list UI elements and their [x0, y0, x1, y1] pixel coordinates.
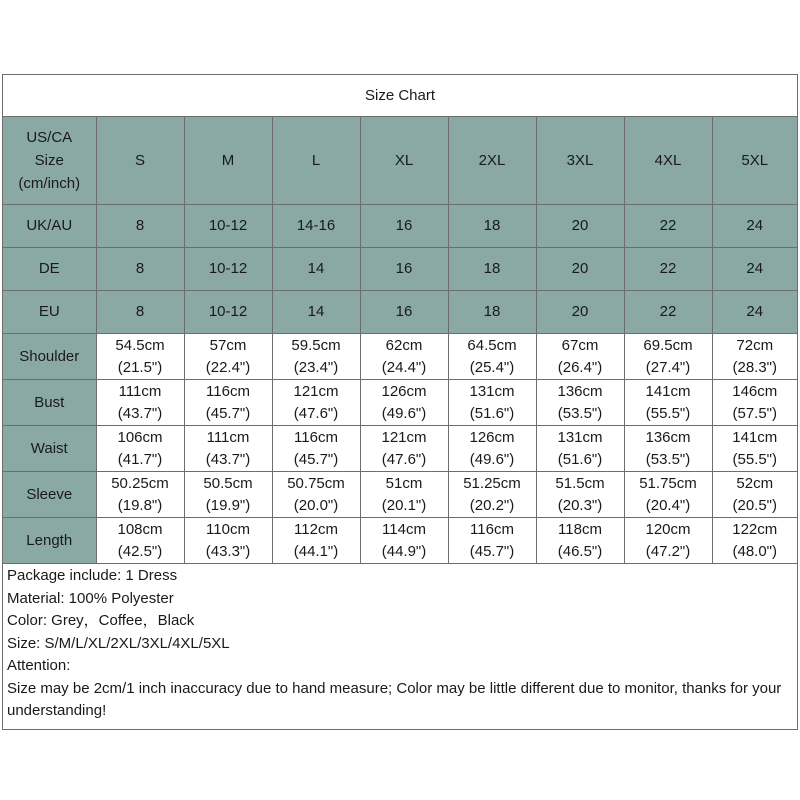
product-notes — [7, 565, 795, 723]
size-header-cell: S — [96, 117, 184, 205]
measure-row-sleeve — [3, 472, 797, 518]
region-value: 18 — [448, 291, 536, 334]
region-value: 10-12 — [184, 291, 272, 334]
measure-cell — [624, 472, 712, 518]
measure-cm: 116cm — [206, 382, 250, 400]
measure-inch: (51.6") — [469, 404, 515, 422]
measure-cell — [536, 426, 624, 472]
measure-cm: 54.5cm — [115, 336, 165, 354]
measure-cell — [360, 426, 448, 472]
measure-cm: 50.75cm — [287, 474, 345, 492]
measure-cm: 141cm — [645, 382, 691, 400]
measure-cell — [96, 426, 184, 472]
measure-cell — [624, 334, 712, 380]
note-disclaimer: Size may be 2cm/1 inch inaccuracy due to hand measure; Color may be little different due to monitor, thanks for your understanding! — [7, 679, 782, 719]
measure-inch: (20.4") — [645, 496, 691, 514]
region-value: 10-12 — [184, 205, 272, 248]
measure-cm: 52cm — [736, 474, 774, 492]
measure-inch: (49.6") — [469, 450, 515, 468]
measure-cm: 120cm — [645, 520, 691, 538]
region-value: 10-12 — [184, 248, 272, 291]
size-header-cell: L — [272, 117, 360, 205]
measure-inch: (43.7") — [205, 450, 251, 468]
measure-cell — [712, 518, 797, 564]
measure-cell — [448, 334, 536, 380]
measure-cm: 57cm — [209, 336, 247, 354]
region-value: 18 — [448, 248, 536, 291]
measure-cm: 111cm — [118, 382, 162, 400]
measure-inch: (20.2") — [469, 496, 515, 514]
measure-cell — [624, 380, 712, 426]
measure-cm: 106cm — [117, 428, 163, 446]
measure-cm: 118cm — [558, 520, 602, 538]
measure-inch: (20.3") — [557, 496, 603, 514]
measure-cell — [96, 518, 184, 564]
size-header-cell: 4XL — [624, 117, 712, 205]
size-header-label — [3, 117, 96, 205]
note-size: Size: S/M/L/XL/2XL/3XL/4XL/5XL — [7, 634, 230, 652]
measure-cell — [96, 380, 184, 426]
region-row-de — [3, 248, 797, 291]
measure-inch: (47.6") — [381, 450, 427, 468]
measure-row-bust — [3, 380, 797, 426]
measure-cm: 111cm — [206, 428, 250, 446]
measure-cell — [360, 334, 448, 380]
measure-cm: 114cm — [382, 520, 426, 538]
measure-row-length — [3, 518, 797, 564]
measure-cm: 50.5cm — [203, 474, 253, 492]
region-value: 22 — [624, 291, 712, 334]
measure-cell — [272, 518, 360, 564]
measure-inch: (57.5") — [732, 404, 777, 422]
region-value: 24 — [712, 248, 797, 291]
measure-cell — [448, 518, 536, 564]
measure-inch: (28.3") — [732, 358, 777, 376]
measure-cell — [184, 472, 272, 518]
region-label: DE — [3, 248, 96, 291]
measure-cell — [360, 380, 448, 426]
region-value: 20 — [536, 248, 624, 291]
measure-inch: (25.4") — [469, 358, 515, 376]
measure-label: Shoulder — [3, 334, 96, 380]
measure-cm: 110cm — [206, 520, 250, 538]
measure-inch: (26.4") — [557, 358, 603, 376]
size-header-cell: M — [184, 117, 272, 205]
measure-cell — [272, 472, 360, 518]
measure-inch: (20.5") — [732, 496, 777, 514]
measure-cell — [536, 472, 624, 518]
measure-inch: (53.5") — [645, 450, 691, 468]
measure-inch: (45.7") — [293, 450, 339, 468]
measure-cell — [360, 518, 448, 564]
measure-cell — [712, 472, 797, 518]
measure-cm: 51cm — [385, 474, 423, 492]
measure-cm: 121cm — [293, 382, 339, 400]
measure-label: Sleeve — [3, 472, 96, 518]
measure-inch: (45.7") — [205, 404, 251, 422]
measure-cell — [184, 380, 272, 426]
measure-cm: 121cm — [381, 428, 427, 446]
measure-inch: (46.5") — [557, 542, 603, 560]
measure-row-waist — [3, 426, 797, 472]
measure-cm: 126cm — [381, 382, 427, 400]
region-value: 16 — [360, 291, 448, 334]
measure-cm: 126cm — [469, 428, 515, 446]
measure-cell — [184, 518, 272, 564]
measure-label: Bust — [3, 380, 96, 426]
measure-cell — [712, 380, 797, 426]
measure-cm: 59.5cm — [291, 336, 341, 354]
region-row-uk-au — [3, 205, 797, 248]
measure-cm: 108cm — [117, 520, 163, 538]
region-value: 8 — [96, 291, 184, 334]
measure-inch: (20.0") — [293, 496, 339, 514]
region-value: 24 — [712, 291, 797, 334]
size-header-label-line: US/CA — [26, 129, 73, 146]
region-value: 14-16 — [272, 205, 360, 248]
measure-cm: 67cm — [561, 336, 599, 354]
measure-inch: (43.3") — [205, 542, 251, 560]
region-value: 8 — [96, 205, 184, 248]
measure-cell — [272, 380, 360, 426]
size-header-cell: 2XL — [448, 117, 536, 205]
measure-inch: (19.8") — [117, 496, 163, 514]
region-value: 22 — [624, 205, 712, 248]
measure-cm: 62cm — [385, 336, 423, 354]
measure-cm: 141cm — [732, 428, 778, 446]
measure-cell — [360, 472, 448, 518]
size-header-cell: XL — [360, 117, 448, 205]
region-label: UK/AU — [3, 205, 96, 248]
region-value: 8 — [96, 248, 184, 291]
measure-cm: 69.5cm — [643, 336, 693, 354]
size-chart-title: Size Chart — [3, 75, 797, 117]
measure-inch: (48.0") — [732, 542, 777, 560]
measure-cm: 131cm — [469, 382, 515, 400]
region-row-eu — [3, 291, 797, 334]
measure-inch: (47.6") — [293, 404, 339, 422]
measure-cm: 51.75cm — [639, 474, 697, 492]
measure-cell — [96, 472, 184, 518]
measure-cell — [624, 518, 712, 564]
measure-inch: (21.5") — [117, 358, 163, 376]
measure-inch: (41.7") — [117, 450, 163, 468]
measure-cell — [272, 334, 360, 380]
measure-cm: 51.25cm — [463, 474, 521, 492]
measure-cm: 136cm — [645, 428, 691, 446]
measure-inch: (19.9") — [205, 496, 251, 514]
measure-inch: (47.2") — [645, 542, 691, 560]
measure-cell — [624, 426, 712, 472]
measure-inch: (44.9") — [381, 542, 427, 560]
measure-cm: 64.5cm — [467, 336, 517, 354]
measure-cell — [96, 334, 184, 380]
note-package: Package include: 1 Dress — [7, 567, 178, 584]
measure-inch: (51.6") — [557, 450, 603, 468]
region-value: 24 — [712, 205, 797, 248]
size-table — [3, 117, 797, 564]
size-header-label-line: (cm/inch) — [18, 175, 81, 192]
measure-cell — [184, 426, 272, 472]
measure-cm: 116cm — [294, 428, 338, 446]
region-value: 16 — [360, 205, 448, 248]
measure-inch: (22.4") — [205, 358, 251, 376]
measure-inch: (55.5") — [732, 450, 777, 468]
measure-cm: 51.5cm — [555, 474, 605, 492]
measure-inch: (49.6") — [381, 404, 427, 422]
measure-inch: (20.1") — [381, 496, 427, 514]
measure-cm: 122cm — [732, 520, 778, 538]
measure-inch: (27.4") — [645, 358, 691, 376]
note-material: Material: 100% Polyester — [7, 589, 174, 607]
measure-inch: (24.4") — [381, 358, 427, 376]
measure-cm: 136cm — [557, 382, 603, 400]
measure-inch: (44.1") — [293, 542, 339, 560]
measure-cm: 131cm — [557, 428, 603, 446]
measure-cell — [712, 426, 797, 472]
region-value: 18 — [448, 205, 536, 248]
measure-cell — [712, 334, 797, 380]
region-value: 20 — [536, 291, 624, 334]
measure-cm: 146cm — [732, 382, 778, 400]
size-header-cell: 3XL — [536, 117, 624, 205]
region-value: 14 — [272, 291, 360, 334]
region-value: 14 — [272, 248, 360, 291]
size-header-label-line: Size — [34, 152, 64, 169]
measure-cm: 116cm — [470, 520, 514, 538]
measure-cell — [448, 380, 536, 426]
measure-cm: 50.25cm — [111, 474, 169, 492]
measure-cell — [536, 518, 624, 564]
size-chart-frame — [2, 74, 798, 730]
region-value: 22 — [624, 248, 712, 291]
measure-cm: 112cm — [294, 520, 338, 538]
measure-cell — [448, 426, 536, 472]
measure-label: Waist — [3, 426, 96, 472]
measure-inch: (45.7") — [469, 542, 515, 560]
note-attention: Attention: — [7, 657, 71, 674]
measure-cell — [184, 334, 272, 380]
measure-cell — [536, 334, 624, 380]
size-header-row — [3, 117, 797, 205]
measure-cell — [536, 380, 624, 426]
note-color: Color: Grey，Coffee，Black — [7, 612, 195, 629]
measure-inch: (55.5") — [645, 404, 691, 422]
measure-inch: (53.5") — [557, 404, 603, 422]
measure-row-shoulder — [3, 334, 797, 380]
size-header-cell: 5XL — [712, 117, 797, 205]
measure-inch: (43.7") — [117, 404, 163, 422]
region-value: 20 — [536, 205, 624, 248]
measure-cm: 72cm — [736, 336, 774, 354]
measure-cell — [272, 426, 360, 472]
region-value: 16 — [360, 248, 448, 291]
measure-label: Length — [3, 518, 96, 564]
measure-cell — [448, 472, 536, 518]
measure-inch: (42.5") — [117, 542, 163, 560]
measure-inch: (23.4") — [293, 358, 339, 376]
region-label: EU — [3, 291, 96, 334]
